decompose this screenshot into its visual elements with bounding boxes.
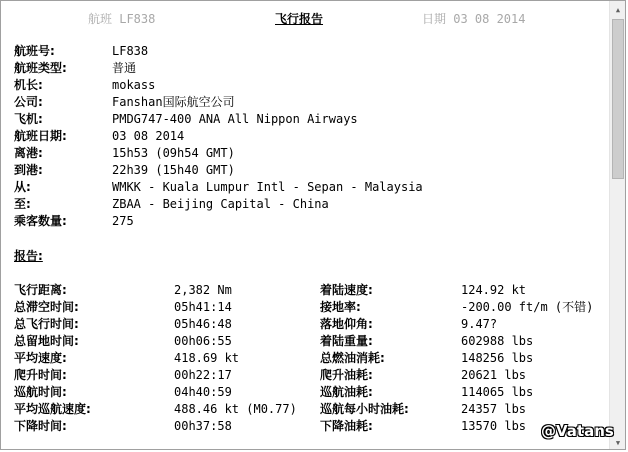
stat-value: 602988 lbs [461, 334, 534, 348]
stat-value: 24357 lbs [461, 402, 527, 416]
header-date: 日期 03 08 2014 [422, 12, 526, 26]
stat-value: 2,382 Nm [174, 283, 232, 297]
stat-label: 着陆重量: [320, 334, 373, 348]
stat-label: 巡航油耗: [320, 385, 373, 399]
stat-value: 05h46:48 [174, 317, 232, 331]
info-label: 离港: [14, 146, 43, 160]
stat-value: -200.00 ft/m (不错) [461, 300, 594, 314]
info-value: PMDG747-400 ANA All Nippon Airways [112, 112, 358, 126]
stat-label: 总燃油消耗: [320, 351, 385, 365]
stat-label: 平均速度: [14, 351, 67, 365]
info-label: 机长: [14, 78, 43, 92]
stat-value: 148256 lbs [461, 351, 534, 365]
stat-value: 05h41:14 [174, 300, 232, 314]
stat-label: 落地仰角: [320, 317, 373, 331]
stat-value: 20621 lbs [461, 368, 527, 382]
stat-label: 平均巡航速度: [14, 402, 91, 416]
info-value: 22h39 (15h40 GMT) [112, 163, 235, 177]
stat-label: 下降油耗: [320, 419, 373, 433]
report-heading: 报告: [14, 249, 43, 263]
info-value: ZBAA - Beijing Capital - China [112, 197, 329, 211]
stat-value: 488.46 kt (M0.77) [174, 402, 297, 416]
stat-value: 114065 lbs [461, 385, 534, 399]
info-value: Fanshan国际航空公司 [112, 95, 235, 109]
info-value: WMKK - Kuala Lumpur Intl - Sepan - Malaysia [112, 180, 423, 194]
scroll-up-button[interactable] [610, 1, 626, 18]
stat-label: 巡航时间: [14, 385, 67, 399]
info-value: LF838 [112, 44, 149, 58]
chevron-up-icon: ▲ [615, 5, 621, 14]
stat-label: 飞行距离: [14, 283, 67, 297]
stat-value: 13570 lbs [461, 419, 527, 433]
info-label: 公司: [14, 95, 43, 109]
stat-value: 418.69 kt [174, 351, 240, 365]
report-title: 飞行报告 [275, 12, 324, 26]
stat-value: 9.47? [461, 317, 498, 331]
vertical-scrollbar[interactable] [609, 1, 626, 450]
stat-label: 巡航每小时油耗: [320, 402, 409, 416]
stat-label: 总飞行时间: [14, 317, 79, 331]
stat-value: 04h40:59 [174, 385, 232, 399]
stat-label: 接地率: [320, 300, 361, 314]
stat-value: 00h06:55 [174, 334, 232, 348]
stat-label: 总留地时间: [14, 334, 79, 348]
info-label: 飞机: [14, 112, 43, 126]
stat-value: 00h37:58 [174, 419, 232, 433]
scrollbar-thumb[interactable] [612, 19, 624, 179]
info-value: 275 [112, 214, 134, 228]
info-label: 航班日期: [14, 129, 67, 143]
stat-label: 着陆速度: [320, 283, 373, 297]
info-label: 航班号: [14, 44, 55, 58]
stat-value: 124.92 kt [461, 283, 527, 297]
stat-label: 下降时间: [14, 419, 67, 433]
info-value: 15h53 (09h54 GMT) [112, 146, 235, 160]
info-value: 普通 [112, 61, 137, 75]
header-flight: 航班 LF838 [88, 12, 156, 26]
report-content [1, 1, 609, 450]
watermark: @Vatans [541, 422, 614, 440]
info-value: 03 08 2014 [112, 129, 185, 143]
info-label: 到港: [14, 163, 43, 177]
stat-label: 爬升油耗: [320, 368, 373, 382]
info-label: 至: [14, 197, 31, 211]
stat-label: 爬升时间: [14, 368, 67, 382]
info-label: 乘客数量: [14, 214, 67, 228]
info-value: mokass [112, 78, 156, 92]
chevron-down-icon: ▼ [615, 438, 621, 447]
info-label: 从: [14, 180, 31, 194]
stat-label: 总滞空时间: [14, 300, 79, 314]
stat-value: 00h22:17 [174, 368, 232, 382]
info-label: 航班类型: [14, 61, 67, 75]
